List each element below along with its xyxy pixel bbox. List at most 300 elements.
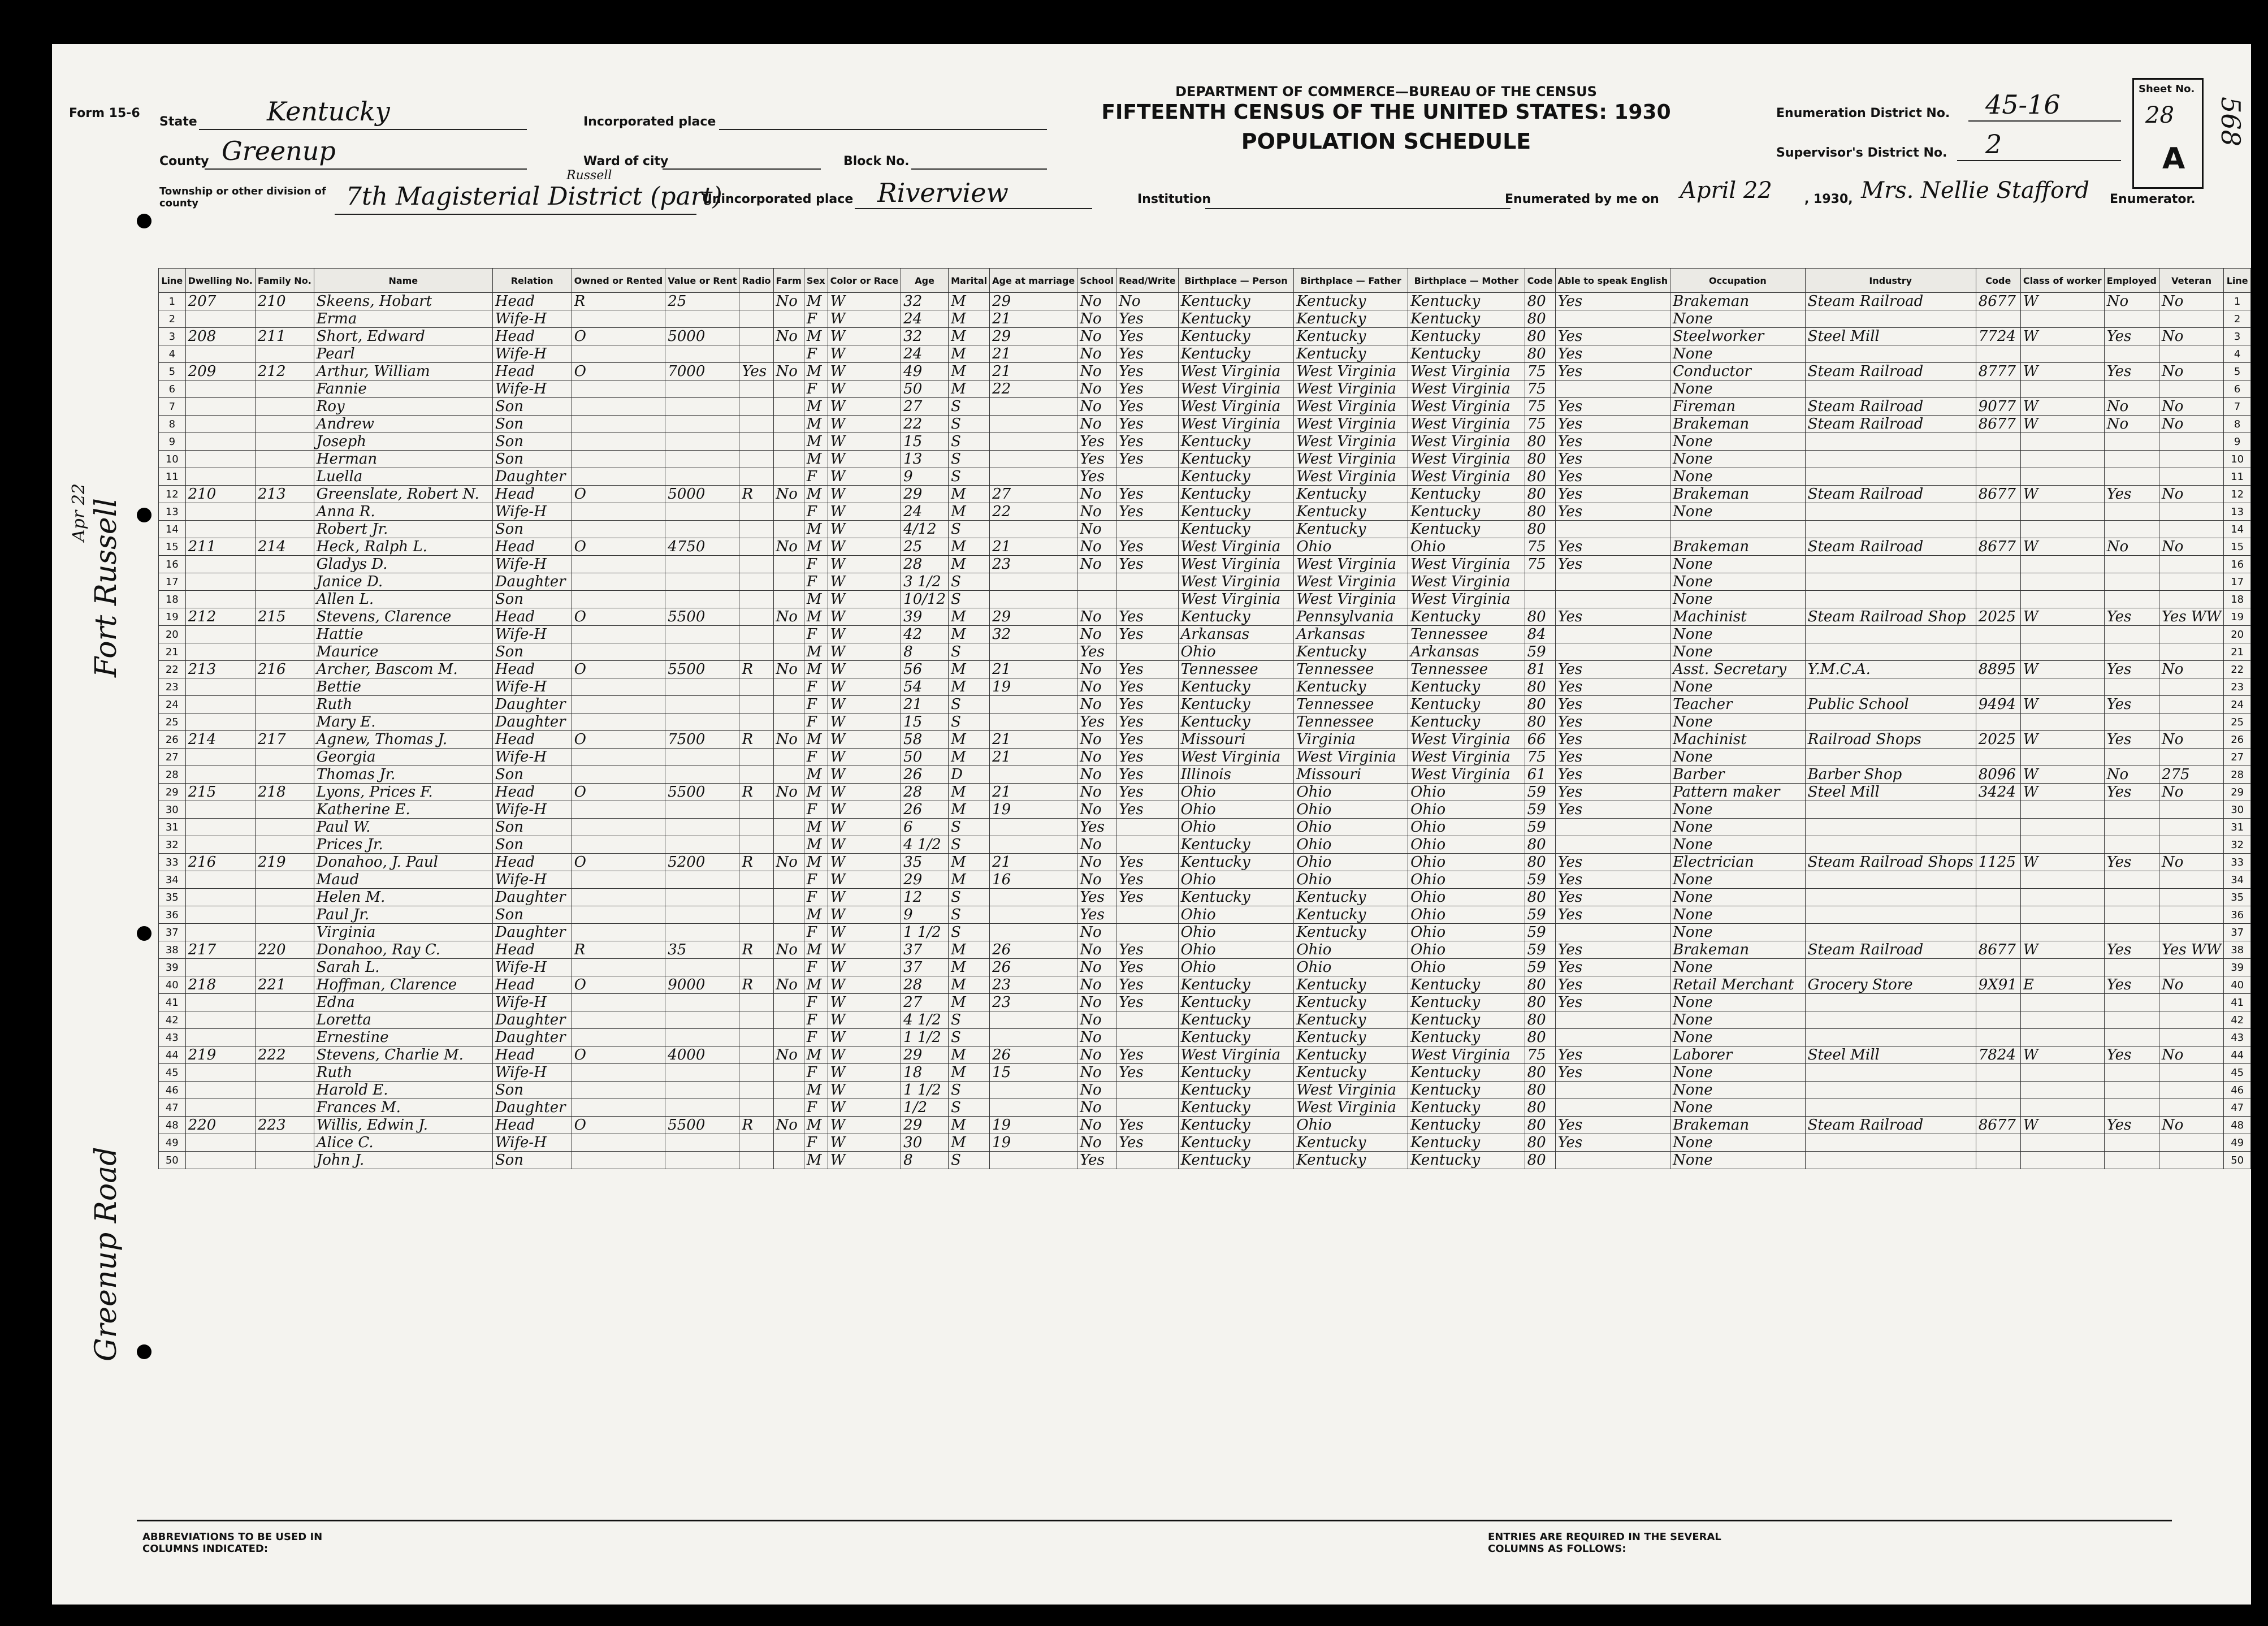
age: 26 [901,801,949,819]
relation: Son [492,643,572,661]
age-at-marriage [990,1099,1077,1117]
marital-status: S [949,468,990,486]
person-name: Janice D. [314,573,492,591]
speaks-english: Yes [1555,1117,1670,1134]
birthplace-father: Kentucky [1294,293,1408,310]
occupation: None [1670,836,1806,854]
age: 18 [901,1064,949,1082]
read-write: Yes [1116,696,1179,713]
farm: No [773,976,804,994]
farm [773,1011,804,1029]
veteran: No [2159,1046,2223,1064]
farm: No [773,486,804,503]
radio [739,345,773,363]
speaks-english [1555,521,1670,538]
birthplace-code: 61 [1525,766,1555,784]
home-value [665,924,739,941]
table-row [159,591,2251,608]
home-value [665,819,739,836]
table-row [159,1117,2251,1134]
home-owned [572,1064,665,1082]
employed: Yes [2104,1117,2159,1134]
sex: F [804,556,828,573]
age-at-marriage: 21 [990,784,1077,801]
read-write: Yes [1116,941,1179,959]
line-number: 45 [2224,1064,2251,1082]
line-number: 38 [159,941,186,959]
family-number [255,573,314,591]
employed: Yes [2104,608,2159,626]
employed [2104,468,2159,486]
person-name: Thomas Jr. [314,766,492,784]
age: 50 [901,380,949,398]
birthplace-code: 80 [1525,468,1555,486]
occupation-code: 8677 [1976,1117,2020,1134]
birthplace-code: 80 [1525,310,1555,328]
birthplace-father: West Virginia [1294,591,1408,608]
home-owned [572,696,665,713]
table-row [159,696,2251,713]
birthplace-father: Ohio [1294,854,1408,871]
employed: Yes [2104,854,2159,871]
relation: Wife-H [492,626,572,643]
sex: F [804,626,828,643]
line-number: 24 [2224,696,2251,713]
column-header: Farm [773,269,804,293]
age: 15 [901,713,949,731]
dwelling-number: 218 [185,976,255,994]
sex: M [804,486,828,503]
class-of-worker [2020,451,2104,468]
age-at-marriage: 15 [990,1064,1077,1082]
table-row [159,573,2251,591]
class-of-worker [2020,380,2104,398]
sex: F [804,889,828,906]
birthplace-mother: Kentucky [1408,503,1525,521]
birthplace-code: 59 [1525,871,1555,889]
race: W [828,1099,901,1117]
age-at-marriage [990,836,1077,854]
occupation-code [1976,556,2020,573]
speaks-english: Yes [1555,538,1670,556]
occupation: None [1670,749,1806,766]
county-label: County [159,154,209,168]
birthplace-father: Ohio [1294,538,1408,556]
person-name: Arthur, William [314,363,492,380]
class-of-worker [2020,1099,2104,1117]
birthplace-father: West Virginia [1294,416,1408,433]
birthplace-code: 80 [1525,976,1555,994]
age: 24 [901,503,949,521]
read-write: Yes [1116,310,1179,328]
dwelling-number [185,749,255,766]
occupation-code: 7824 [1976,1046,2020,1064]
line-number: 49 [159,1134,186,1152]
occupation: None [1670,1134,1806,1152]
school: No [1077,731,1116,749]
read-write: Yes [1116,801,1179,819]
table-row [159,1029,2251,1046]
birthplace-person: Kentucky [1178,1011,1294,1029]
table-row [159,433,2251,451]
school: No [1077,941,1116,959]
sex: M [804,328,828,345]
family-number [255,1011,314,1029]
table-row [159,626,2251,643]
speaks-english: Yes [1555,854,1670,871]
sex: F [804,1011,828,1029]
birthplace-father: Ohio [1294,784,1408,801]
birthplace-mother: West Virginia [1408,416,1525,433]
farm [773,345,804,363]
read-write: Yes [1116,994,1179,1011]
employed: Yes [2104,696,2159,713]
speaks-english: Yes [1555,749,1670,766]
table-row [159,451,2251,468]
birthplace-person: Kentucky [1178,696,1294,713]
race: W [828,521,901,538]
line-number: 19 [2224,608,2251,626]
school: No [1077,328,1116,345]
race: W [828,451,901,468]
industry [1805,503,1976,521]
school: No [1077,363,1116,380]
read-write [1116,836,1179,854]
birthplace-father: West Virginia [1294,573,1408,591]
school: No [1077,486,1116,503]
table-row [159,1046,2251,1064]
speaks-english: Yes [1555,941,1670,959]
age-at-marriage: 23 [990,994,1077,1011]
speaks-english [1555,380,1670,398]
occupation: None [1670,1064,1806,1082]
race: W [828,696,901,713]
sex: M [804,293,828,310]
birthplace-father: West Virginia [1294,398,1408,416]
marital-status: M [949,293,990,310]
radio [739,1011,773,1029]
age-at-marriage: 21 [990,854,1077,871]
birthplace-person: Ohio [1178,906,1294,924]
dwelling-number: 217 [185,941,255,959]
sex: M [804,836,828,854]
radio [739,1082,773,1099]
race: W [828,1152,901,1169]
radio [739,906,773,924]
birthplace-mother: Kentucky [1408,1082,1525,1099]
person-name: Mary E. [314,713,492,731]
sex: F [804,801,828,819]
family-number: 216 [255,661,314,678]
supervisor-district-rule [1957,160,2121,161]
marital-status: M [949,345,990,363]
census-sheet [52,44,2251,1605]
table-row [159,1152,2251,1169]
school: No [1077,959,1116,976]
veteran [2159,959,2223,976]
race: W [828,994,901,1011]
veteran [2159,591,2223,608]
home-owned [572,573,665,591]
home-value [665,310,739,328]
enum-district-value: 45-16 [1985,89,2061,120]
school: No [1077,766,1116,784]
sex: M [804,643,828,661]
race: W [828,889,901,906]
read-write: Yes [1116,678,1179,696]
birthplace-father: Kentucky [1294,924,1408,941]
line-number: 29 [2224,784,2251,801]
school: No [1077,293,1116,310]
race: W [828,801,901,819]
home-owned [572,801,665,819]
farm [773,871,804,889]
marital-status: M [949,380,990,398]
radio: R [739,1117,773,1134]
farm [773,556,804,573]
speaks-english [1555,1082,1670,1099]
veteran [2159,1029,2223,1046]
race: W [828,976,901,994]
birthplace-code: 59 [1525,784,1555,801]
dwelling-number: 210 [185,486,255,503]
birthplace-person: Kentucky [1178,521,1294,538]
form-number: Form 15-6 [69,106,140,120]
race: W [828,784,901,801]
employed: Yes [2104,486,2159,503]
age-at-marriage: 21 [990,345,1077,363]
race: W [828,1046,901,1064]
entries-title: ENTRIES ARE REQUIRED IN THE SEVERAL COLUMNS AS FOLLOWS: [1488,1531,1721,1555]
relation: Daughter [492,468,572,486]
class-of-worker: E [2020,976,2104,994]
home-owned [572,310,665,328]
occupation: Conductor [1670,363,1806,380]
dwelling-number [185,416,255,433]
relation: Head [492,486,572,503]
relation: Head [492,854,572,871]
birthplace-person: Arkansas [1178,626,1294,643]
home-owned [572,871,665,889]
census-table [158,268,2251,1169]
home-owned: O [572,363,665,380]
industry [1805,749,1976,766]
veteran [2159,345,2223,363]
age-at-marriage: 21 [990,749,1077,766]
sex: F [804,749,828,766]
veteran [2159,1011,2223,1029]
person-name: Joseph [314,433,492,451]
table-row [159,819,2251,836]
family-number [255,889,314,906]
speaks-english: Yes [1555,1064,1670,1082]
industry [1805,591,1976,608]
line-number: 27 [2224,749,2251,766]
person-name: Greenslate, Robert N. [314,486,492,503]
column-header: Industry [1805,269,1976,293]
farm: No [773,731,804,749]
race: W [828,468,901,486]
column-header: Family No. [255,269,314,293]
birthplace-code: 80 [1525,854,1555,871]
birthplace-father: Tennessee [1294,713,1408,731]
home-value [665,678,739,696]
line-number: 12 [2224,486,2251,503]
dwelling-number [185,503,255,521]
age-at-marriage [990,573,1077,591]
line-number: 44 [159,1046,186,1064]
farm [773,889,804,906]
race: W [828,328,901,345]
dwelling-number: 214 [185,731,255,749]
occupation: None [1670,889,1806,906]
read-write: Yes [1116,556,1179,573]
occupation: Pattern maker [1670,784,1806,801]
birthplace-person: Illinois [1178,766,1294,784]
relation: Son [492,433,572,451]
birthplace-mother: Kentucky [1408,1029,1525,1046]
age-at-marriage: 21 [990,538,1077,556]
home-owned [572,503,665,521]
radio [739,959,773,976]
class-of-worker: W [2020,784,2104,801]
radio [739,889,773,906]
age-at-marriage [990,468,1077,486]
read-write: No [1116,293,1179,310]
occupation-code [1976,626,2020,643]
sex: M [804,1046,828,1064]
birthplace-code: 75 [1525,749,1555,766]
dwelling-number [185,801,255,819]
school: No [1077,784,1116,801]
table-row [159,854,2251,871]
person-name: Allen L. [314,591,492,608]
birthplace-mother: Ohio [1408,924,1525,941]
speaks-english [1555,836,1670,854]
radio [739,380,773,398]
table-row [159,521,2251,538]
home-owned [572,1152,665,1169]
birthplace-code: 75 [1525,380,1555,398]
family-number [255,643,314,661]
birthplace-father: Ohio [1294,959,1408,976]
birthplace-code: 80 [1525,994,1555,1011]
home-owned [572,643,665,661]
radio [739,1152,773,1169]
table-row [159,976,2251,994]
age: 10/12 [901,591,949,608]
occupation-code: 9494 [1976,696,2020,713]
read-write: Yes [1116,959,1179,976]
home-value: 5200 [665,854,739,871]
farm [773,573,804,591]
home-value [665,1082,739,1099]
veteran [2159,521,2223,538]
age: 29 [901,1117,949,1134]
dwelling-number [185,591,255,608]
birthplace-mother: West Virginia [1408,468,1525,486]
column-header: Able to speak English [1555,269,1670,293]
block-label: Block No. [843,154,910,168]
industry [1805,889,1976,906]
home-owned [572,345,665,363]
farm [773,433,804,451]
marital-status: M [949,608,990,626]
occupation: None [1670,556,1806,573]
age: 24 [901,345,949,363]
read-write: Yes [1116,416,1179,433]
industry [1805,1064,1976,1082]
farm [773,906,804,924]
home-value: 9000 [665,976,739,994]
birthplace-person: Kentucky [1178,310,1294,328]
table-row [159,994,2251,1011]
relation: Son [492,591,572,608]
birthplace-code: 80 [1525,486,1555,503]
farm [773,1082,804,1099]
read-write: Yes [1116,503,1179,521]
home-value [665,345,739,363]
farm [773,643,804,661]
line-number: 35 [159,889,186,906]
family-number [255,924,314,941]
employed [2104,1029,2159,1046]
sex: M [804,784,828,801]
farm [773,819,804,836]
birthplace-code: 80 [1525,1134,1555,1152]
occupation: None [1670,678,1806,696]
family-number [255,380,314,398]
table-row [159,310,2251,328]
family-number [255,801,314,819]
sex: M [804,538,828,556]
farm [773,521,804,538]
birthplace-mother: Kentucky [1408,486,1525,503]
relation: Son [492,521,572,538]
home-value [665,1134,739,1152]
person-name: Lyons, Prices F. [314,784,492,801]
marital-status: M [949,959,990,976]
occupation-code [1976,451,2020,468]
birthplace-mother: Kentucky [1408,1064,1525,1082]
marital-status: M [949,1134,990,1152]
birthplace-mother: Ohio [1408,941,1525,959]
employed [2104,451,2159,468]
home-owned: O [572,976,665,994]
school: No [1077,994,1116,1011]
age-at-marriage [990,889,1077,906]
read-write [1116,924,1179,941]
dwelling-number [185,1082,255,1099]
dwelling-number [185,345,255,363]
occupation: Brakeman [1670,486,1806,503]
table-row [159,1082,2251,1099]
age: 1 1/2 [901,924,949,941]
radio [739,538,773,556]
age-at-marriage [990,643,1077,661]
race: W [828,871,901,889]
race: W [828,608,901,626]
home-value: 5500 [665,661,739,678]
birthplace-father: Arkansas [1294,626,1408,643]
occupation: None [1670,819,1806,836]
person-name: Roy [314,398,492,416]
class-of-worker [2020,591,2104,608]
column-header: Code [1525,269,1555,293]
veteran [2159,573,2223,591]
age-at-marriage: 21 [990,363,1077,380]
marital-status: M [949,976,990,994]
